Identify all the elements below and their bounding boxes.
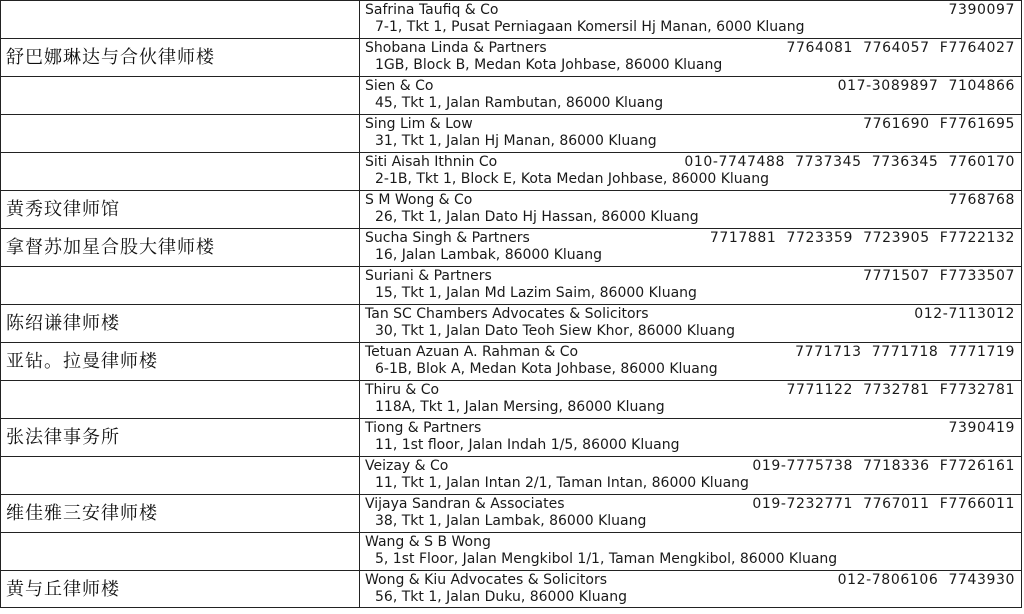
directory-row bbox=[0, 532, 1022, 570]
firm-info-cell bbox=[360, 191, 1022, 228]
firm-phone-numbers: 017-3089897 7104866 bbox=[837, 78, 1015, 94]
firm-info-cell bbox=[360, 419, 1022, 456]
chinese-firm-name bbox=[0, 533, 360, 570]
firm-phone-numbers: 012-7113012 bbox=[914, 306, 1015, 322]
firm-address: 5, 1st Floor, Jalan Mengkibol 1/1, Taman Mengkibol, 86000 Kluang bbox=[375, 551, 838, 567]
chinese-firm-name bbox=[0, 457, 360, 494]
firm-info-cell bbox=[360, 77, 1022, 114]
firm-address: 6-1B, Blok A, Medan Kota Johbase, 86000 Kluang bbox=[375, 361, 718, 377]
firm-name: Tetuan Azuan A. Rahman & Co bbox=[365, 344, 579, 360]
firm-phone-numbers: 7717881 7723359 7723905 F7722132 bbox=[709, 230, 1015, 246]
firm-name: Thiru & Co bbox=[365, 382, 440, 398]
firm-name: Shobana Linda & Partners bbox=[365, 40, 547, 56]
firm-name: Tiong & Partners bbox=[365, 420, 482, 436]
firm-name: Vijaya Sandran & Associates bbox=[365, 496, 565, 512]
firm-phone-numbers: 7761690 F7761695 bbox=[863, 116, 1015, 132]
firm-address: 16, Jalan Lambak, 86000 Kluang bbox=[375, 247, 602, 263]
chinese-firm-name: 陈绍谦律师楼 bbox=[0, 305, 360, 342]
chinese-firm-name: 维佳雅三安律师楼 bbox=[0, 495, 360, 532]
firm-name: Safrina Taufiq & Co bbox=[365, 2, 499, 18]
firm-phone-numbers: 7768768 bbox=[948, 192, 1015, 208]
chinese-firm-name bbox=[0, 153, 360, 190]
chinese-firm-name: 拿督苏加星合股大律师楼 bbox=[0, 229, 360, 266]
firm-info-cell bbox=[360, 305, 1022, 342]
firm-phone-numbers: 012-7806106 7743930 bbox=[837, 572, 1015, 588]
firm-phone-numbers: 7390419 bbox=[948, 420, 1015, 436]
directory-row bbox=[0, 38, 1022, 76]
firm-info-cell bbox=[360, 39, 1022, 76]
chinese-firm-name: 舒巴娜琳达与合伙律师楼 bbox=[0, 39, 360, 76]
firm-address: 1GB, Block B, Medan Kota Johbase, 86000 Kluang bbox=[375, 57, 723, 73]
firm-phone-numbers: 7764081 7764057 F7764027 bbox=[786, 40, 1015, 56]
firm-name: Wong & Kiu Advocates & Solicitors bbox=[365, 572, 608, 588]
firm-phone-numbers: 019-7775738 7718336 F7726161 bbox=[752, 458, 1015, 474]
firm-name: Sien & Co bbox=[365, 78, 434, 94]
firm-info-cell bbox=[360, 533, 1022, 570]
chinese-firm-name bbox=[0, 267, 360, 304]
firm-address: 38, Tkt 1, Jalan Lambak, 86000 Kluang bbox=[375, 513, 647, 529]
firm-address: 26, Tkt 1, Jalan Dato Hj Hassan, 86000 Kluang bbox=[375, 209, 699, 225]
firm-info-cell bbox=[360, 495, 1022, 532]
directory-row bbox=[0, 266, 1022, 304]
firm-name: S M Wong & Co bbox=[365, 192, 473, 208]
directory-row bbox=[0, 152, 1022, 190]
firm-info-cell bbox=[360, 229, 1022, 266]
firm-name: Tan SC Chambers Advocates & Solicitors bbox=[365, 306, 649, 322]
firm-address: 7-1, Tkt 1, Pusat Perniagaan Komersil Hj Manan, 6000 Kluang bbox=[375, 19, 805, 35]
directory-row bbox=[0, 456, 1022, 494]
firm-address: 118A, Tkt 1, Jalan Mersing, 86000 Kluang bbox=[375, 399, 665, 415]
directory-row bbox=[0, 76, 1022, 114]
firm-info-cell bbox=[360, 153, 1022, 190]
chinese-firm-name bbox=[0, 115, 360, 152]
firm-phone-numbers: 7390097 bbox=[948, 2, 1015, 18]
firm-info-cell bbox=[360, 115, 1022, 152]
firm-address: 56, Tkt 1, Jalan Duku, 86000 Kluang bbox=[375, 589, 627, 605]
firm-phone-numbers: 7771122 7732781 F7732781 bbox=[786, 382, 1015, 398]
firm-address: 11, 1st floor, Jalan Indah 1/5, 86000 Kluang bbox=[375, 437, 680, 453]
firm-info-cell bbox=[360, 267, 1022, 304]
directory-row bbox=[0, 570, 1022, 608]
directory-row bbox=[0, 494, 1022, 532]
chinese-firm-name bbox=[0, 381, 360, 418]
firm-info-cell bbox=[360, 1, 1022, 38]
directory-row bbox=[0, 114, 1022, 152]
directory-row bbox=[0, 190, 1022, 228]
firm-name: Siti Aisah Ithnin Co bbox=[365, 154, 498, 170]
chinese-firm-name: 张法律事务所 bbox=[0, 419, 360, 456]
firm-phone-numbers: 019-7232771 7767011 F7766011 bbox=[752, 496, 1015, 512]
firm-address: 31, Tkt 1, Jalan Hj Manan, 86000 Kluang bbox=[375, 133, 657, 149]
firm-name: Sing Lim & Low bbox=[365, 116, 473, 132]
firm-name: Veizay & Co bbox=[365, 458, 449, 474]
directory-row bbox=[0, 342, 1022, 380]
directory-row bbox=[0, 380, 1022, 418]
chinese-firm-name: 亚钻。拉曼律师楼 bbox=[0, 343, 360, 380]
firm-phone-numbers: 010-7747488 7737345 7736345 7760170 bbox=[684, 154, 1015, 170]
firm-info-cell bbox=[360, 457, 1022, 494]
firm-address: 45, Tkt 1, Jalan Rambutan, 86000 Kluang bbox=[375, 95, 664, 111]
firm-info-cell bbox=[360, 571, 1022, 607]
chinese-firm-name bbox=[0, 1, 360, 38]
firm-address: 2-1B, Tkt 1, Block E, Kota Medan Johbase, 86000 Kluang bbox=[375, 171, 769, 187]
chinese-firm-name bbox=[0, 77, 360, 114]
chinese-firm-name: 黄与丘律师楼 bbox=[0, 571, 360, 607]
firm-address: 11, Tkt 1, Jalan Intan 2/1, Taman Intan, 86000 Kluang bbox=[375, 475, 749, 491]
directory-row bbox=[0, 418, 1022, 456]
firm-phone-numbers: 7771713 7771718 7771719 bbox=[795, 344, 1015, 360]
firm-address: 15, Tkt 1, Jalan Md Lazim Saim, 86000 Kluang bbox=[375, 285, 697, 301]
firm-phone-numbers: 7771507 F7733507 bbox=[863, 268, 1015, 284]
directory-row bbox=[0, 0, 1022, 38]
firm-address: 30, Tkt 1, Jalan Dato Teoh Siew Khor, 86000 Kluang bbox=[375, 323, 735, 339]
firm-info-cell bbox=[360, 381, 1022, 418]
firm-info-cell bbox=[360, 343, 1022, 380]
chinese-firm-name: 黄秀玟律师馆 bbox=[0, 191, 360, 228]
directory-row bbox=[0, 228, 1022, 266]
firm-name: Wang & S B Wong bbox=[365, 534, 491, 550]
firm-name: Suriani & Partners bbox=[365, 268, 492, 284]
directory-row bbox=[0, 304, 1022, 342]
firm-name: Sucha Singh & Partners bbox=[365, 230, 530, 246]
